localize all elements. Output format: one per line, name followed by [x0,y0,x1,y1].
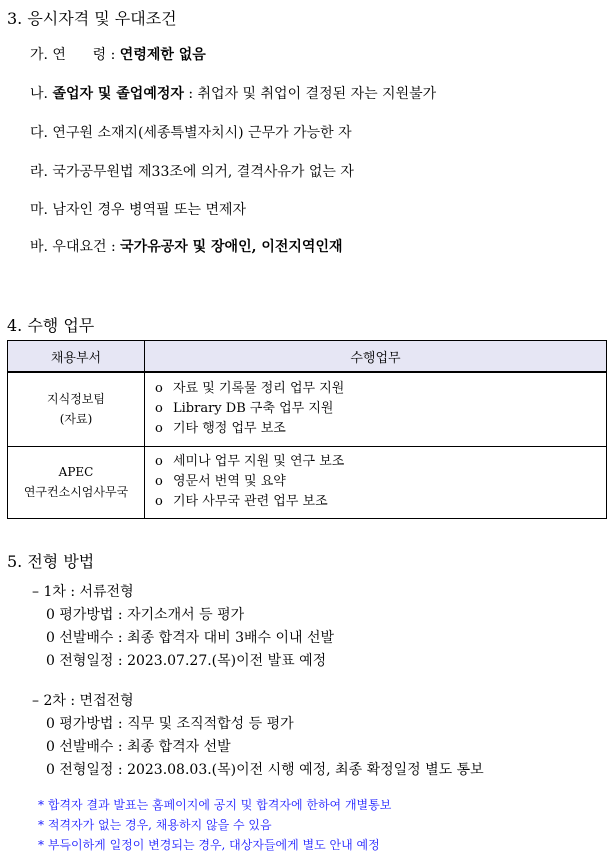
section4-title: 4. 수행 업무 [7,316,95,335]
qualification-graduate [30,83,436,103]
stage1-title: – 1차 : 서류전형 [32,584,134,600]
duty-table [7,340,607,519]
tasks-cell [145,372,607,446]
department-name: APEC [58,465,94,479]
task-item: o Library DB 구축 업무 지원 [155,399,606,419]
item-bold: 졸업자 및 졸업예정자 [52,86,184,102]
stage2-title: – 2차 : 면접전형 [32,693,134,709]
task-item: o 기타 사무국 관련 업무 보조 [155,492,606,512]
qualification-age [30,44,206,64]
table-header-row [8,341,607,373]
department-cell [8,372,145,446]
qualification-location: 다. 연구원 소재지(세종특별자치시) 근무가 가능한 자 [30,125,352,141]
item-rest: : 취업자 및 취업이 결정된 자는 지원불가 [183,86,437,102]
department-cell [8,446,145,518]
header-duties: 수행업무 [145,341,607,373]
header-department: 채용부서 [8,341,145,373]
item-prefix: 가. 연 령 : [30,47,120,63]
stage2-selection: 0 선발배수 : 최종 합격자 선발 [46,739,231,755]
task-item: o 자료 및 기록물 정리 업무 지원 [155,379,606,399]
item-prefix: 바. 우대요건 : [30,239,121,255]
notice-no-qualified: * 적격자가 없는 경우, 채용하지 않을 수 있음 [38,818,272,832]
task-item: o 세미나 업무 지원 및 연구 보조 [155,452,606,472]
stage1-selection: 0 선발배수 : 최종 합격자 대비 3배수 이내 선발 [46,630,335,646]
item-bold: 연령제한 없음 [119,47,206,63]
table-row [8,372,607,446]
table-row [8,446,607,518]
department-sub: (자료) [59,412,93,427]
task-item: o 영문서 번역 및 요약 [155,472,606,492]
item-prefix: 나. [30,86,53,102]
department-name: 지식정보팀 [47,392,105,407]
section5-title: 5. 전형 방법 [7,552,95,571]
stage2-schedule: 0 전형일정 : 2023.08.03.(목)이전 시행 예정, 최종 확정일정 별도 통보 [46,762,484,778]
qualification-civil-law: 라. 국가공무원법 제33조에 의거, 결격사유가 없는 자 [30,164,354,180]
section3-title: 3. 응시자격 및 우대조건 [7,9,177,28]
stage1-schedule: 0 전형일정 : 2023.07.27.(목)이전 발표 예정 [46,653,327,669]
department-sub: 연구컨소시엄사무국 [23,485,129,499]
notice-schedule-change: * 부득이하게 일정이 변경되는 경우, 대상자들에게 별도 안내 예정 [38,838,380,852]
qualification-preference [30,236,343,256]
item-bold: 국가유공자 및 장애인, 이전지역인재 [120,239,343,255]
stage1-evaluation: 0 평가방법 : 자기소개서 등 평가 [46,607,245,623]
task-item: o 기타 행정 업무 보조 [155,419,606,439]
qualification-military: 마. 남자인 경우 병역필 또는 면제자 [30,202,247,218]
notice-result: * 합격자 결과 발표는 홈페이지에 공지 및 합격자에 한하여 개별통보 [38,798,392,812]
tasks-cell [145,446,607,518]
stage2-evaluation: 0 평가방법 : 직무 및 조직적합성 등 평가 [46,716,294,732]
